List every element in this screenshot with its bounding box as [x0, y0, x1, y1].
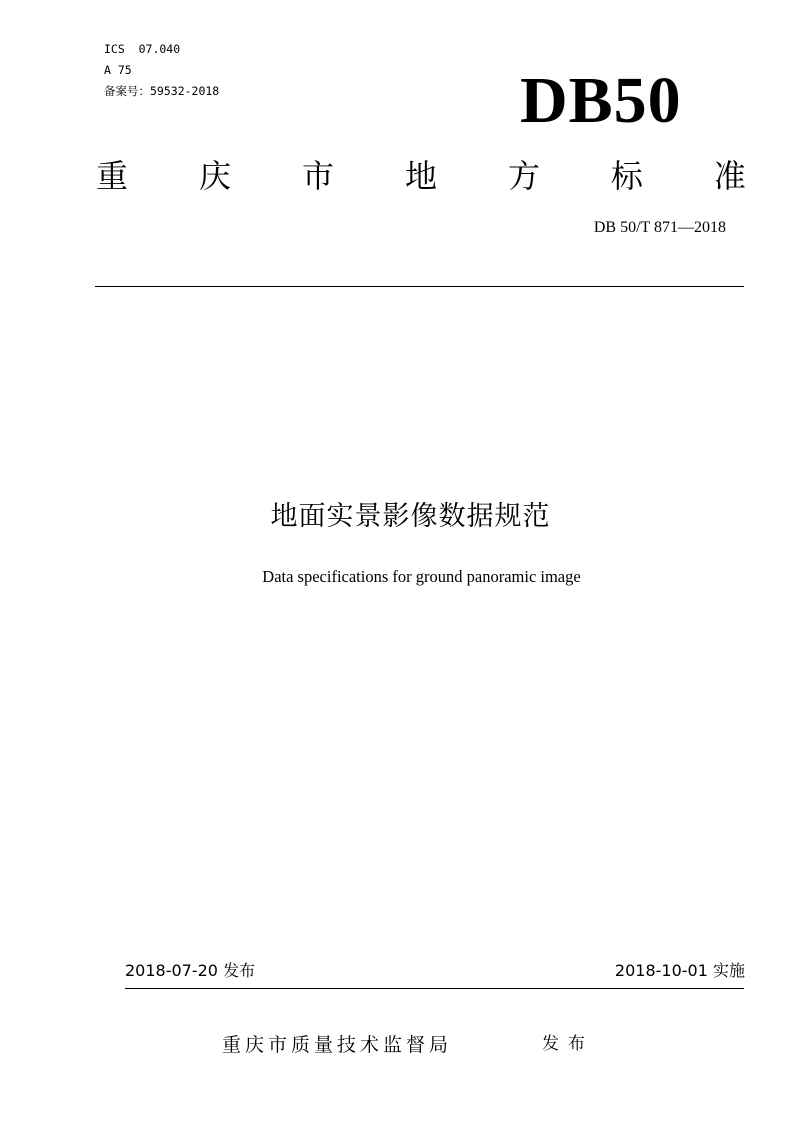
- issue-date: 2018-07-20 发布: [125, 961, 256, 980]
- standard-type-char: 标: [610, 157, 643, 195]
- classification-code: A 75: [104, 63, 132, 77]
- standard-type-char: 重: [96, 157, 129, 195]
- ics-code: ICS 07.040: [104, 42, 181, 56]
- standard-type-char: 地: [404, 157, 437, 195]
- standard-number: DB 50/T 871—2018: [593, 219, 726, 236]
- title-chinese: 地面实景影像数据规范: [270, 501, 551, 532]
- standard-type-char: 庆: [198, 157, 231, 195]
- record-number: 备案号：59532-2018: [104, 84, 220, 98]
- standard-type-heading: [96, 156, 746, 196]
- bottom-divider: [125, 988, 744, 989]
- title-english: Data specifications for ground panoramic image: [262, 567, 581, 586]
- standard-type-char: 市: [301, 157, 334, 195]
- top-divider: [95, 286, 744, 287]
- publisher-name: 重庆市质量技术监督局: [222, 1034, 453, 1056]
- db-code: DB50: [520, 64, 682, 137]
- implementation-date: 2018-10-01 实施: [614, 961, 745, 980]
- standard-type-char: 准: [713, 157, 746, 195]
- publish-label: 发布: [542, 1034, 594, 1054]
- standard-type-char: 方: [507, 157, 540, 195]
